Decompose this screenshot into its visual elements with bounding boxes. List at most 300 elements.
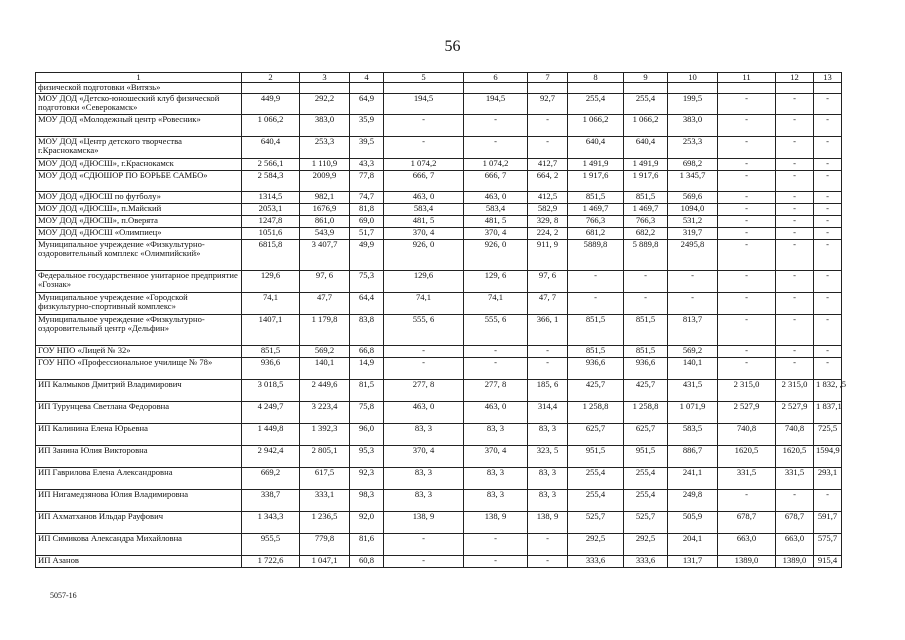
value-cell: 255,4 [624,467,668,489]
value-cell: 2 315,0 [776,379,814,401]
value-cell: 1620,5 [776,445,814,467]
value-cell: 74,1 [464,292,528,314]
value-cell: 138, 9 [384,511,464,533]
organization-name-cell: МОУ ДОД «СДЮШОР ПО БОРЬБЕ САМБО» [36,170,242,191]
value-cell: 1 258,8 [568,401,624,423]
value-cell: 936,6 [242,357,300,379]
value-cell: - [814,345,842,357]
table-row [36,136,842,158]
value-cell: - [814,227,842,239]
value-cell: 543,9 [300,227,350,239]
value-cell: - [776,114,814,136]
value-cell: 129,6 [384,270,464,292]
organization-name-cell: физической подготовки «Витязь» [36,83,242,94]
value-cell: 74,1 [384,292,464,314]
value-cell: 625,7 [624,423,668,445]
value-cell: 779,8 [300,533,350,555]
column-header: 13 [814,73,842,83]
organization-name-cell: ИП Ахматханов Ильдар Рауфович [36,511,242,533]
value-cell: - [464,357,528,379]
value-cell: 293,1 [814,467,842,489]
value-cell: 366, 1 [528,314,568,345]
value-cell: - [814,270,842,292]
value-cell: 95,3 [350,445,384,467]
table-row [36,227,842,239]
value-cell: - [568,292,624,314]
value-cell: 663,0 [718,533,776,555]
value-cell: 3 407,7 [300,239,350,270]
value-cell: 1407,1 [242,314,300,345]
value-cell: 331,5 [776,467,814,489]
value-cell: - [776,345,814,357]
value-cell: - [776,93,814,114]
organization-name-cell: ИП Гаврилова Елена Александровна [36,467,242,489]
table-row [36,239,842,270]
value-cell: - [718,203,776,215]
value-cell: 575,7 [814,533,842,555]
value-cell: - [814,191,842,203]
value-cell: 1 258,8 [624,401,668,423]
value-cell [624,83,668,94]
value-cell: - [568,270,624,292]
value-cell: 481, 5 [464,215,528,227]
value-cell: 2 566,1 [242,158,300,170]
value-cell: - [528,555,568,567]
value-cell: 1 832, ,5 [814,379,842,401]
value-cell: 851,5 [568,345,624,357]
value-cell: - [776,170,814,191]
value-cell: - [528,533,568,555]
value-cell: 83, 3 [464,467,528,489]
organization-name-cell: ИП Турунцева Светлана Федоровна [36,401,242,423]
column-header: 2 [242,73,300,83]
value-cell [668,83,718,94]
value-cell: 83, 3 [384,489,464,511]
value-cell: 1 491,9 [568,158,624,170]
value-cell: 69,0 [350,215,384,227]
value-cell [384,83,464,94]
value-cell: 1 071,9 [668,401,718,423]
organization-name-cell: МОУ ДОД «ДЮСШ», п.Майский [36,203,242,215]
organization-name-cell: МОУ ДОД «ДЮСШ», п.Оверята [36,215,242,227]
value-cell: 1389,0 [776,555,814,567]
value-cell: - [718,270,776,292]
value-cell: 1594,9 [814,445,842,467]
column-header: 8 [568,73,624,83]
value-cell: 98,3 [350,489,384,511]
value-cell: 851,5 [568,191,624,203]
organization-name-cell: ИП Азанов [36,555,242,567]
value-cell: 3 223,4 [300,401,350,423]
value-cell: 640,4 [624,136,668,158]
value-cell: - [384,357,464,379]
value-cell: 2 527,9 [718,401,776,423]
table-row [36,345,842,357]
value-cell: 851,5 [242,345,300,357]
table-row [36,555,842,567]
table-row [36,379,842,401]
value-cell: 449,9 [242,93,300,114]
value-cell: 51,7 [350,227,384,239]
table-row [36,170,842,191]
data-table [35,72,847,568]
value-cell: 83, 3 [464,489,528,511]
value-cell: 2 584,3 [242,170,300,191]
value-cell: - [718,357,776,379]
value-cell: 463, 0 [384,401,464,423]
value-cell: 39,5 [350,136,384,158]
column-header: 9 [624,73,668,83]
organization-name-cell: ИП Занина Юлия Викторовна [36,445,242,467]
value-cell: 224, 2 [528,227,568,239]
value-cell: 951,5 [568,445,624,467]
value-cell: 412,5 [528,191,568,203]
value-cell: 555, 6 [464,314,528,345]
value-cell: 1 110,9 [300,158,350,170]
value-cell: 851,5 [624,314,668,345]
value-cell: 851,5 [624,345,668,357]
value-cell: 766,3 [624,215,668,227]
table-row [36,83,842,94]
value-cell: 292,5 [624,533,668,555]
value-cell: 583,4 [384,203,464,215]
organization-name-cell: МОУ ДОД «Детско-юношеский клуб физической подготовки «Северокамск» [36,93,242,114]
value-cell: - [624,270,668,292]
value-cell: 851,5 [624,191,668,203]
value-cell: 43,3 [350,158,384,170]
value-cell: - [718,314,776,345]
value-cell: 915,4 [814,555,842,567]
value-cell: 60,8 [350,555,384,567]
value-cell: - [464,136,528,158]
organization-name-cell: МОУ ДОД «ДЮСШ «Олимпиец» [36,227,242,239]
value-cell: - [776,357,814,379]
value-cell: 1620,5 [718,445,776,467]
value-cell: 1094,0 [668,203,718,215]
value-cell: 525,7 [568,511,624,533]
value-cell: 83, 3 [384,423,464,445]
value-cell: 1 074,2 [384,158,464,170]
value-cell: 66,8 [350,345,384,357]
value-cell: 2 449,6 [300,379,350,401]
organization-name-cell: МОУ ДОД «Центр детского творчества г.Краснокамска» [36,136,242,158]
value-cell: 1 469,7 [568,203,624,215]
value-cell: 255,4 [624,93,668,114]
value-cell: 83, 3 [528,467,568,489]
value-cell: 463, 0 [464,401,528,423]
value-cell: 926, 0 [464,239,528,270]
value-cell: 583,5 [668,423,718,445]
value-cell: 886,7 [668,445,718,467]
value-cell: - [776,136,814,158]
value-cell: 481, 5 [384,215,464,227]
value-cell [776,83,814,94]
table-row [36,191,842,203]
value-cell: 2 942,4 [242,445,300,467]
value-cell: 1 469,7 [624,203,668,215]
table-row [36,445,842,467]
value-cell: 92,3 [350,467,384,489]
value-cell: 3 018,5 [242,379,300,401]
value-cell: 666, 7 [384,170,464,191]
value-cell: 936,6 [568,357,624,379]
table-row [36,158,842,170]
value-cell: 74,7 [350,191,384,203]
value-cell: 97, 6 [300,270,350,292]
value-cell: 425,7 [568,379,624,401]
value-cell: - [718,170,776,191]
value-cell: 2 805,1 [300,445,350,467]
value-cell: 277, 8 [464,379,528,401]
value-cell: 35,9 [350,114,384,136]
value-cell: 640,4 [568,136,624,158]
value-cell: - [464,555,528,567]
value-cell: - [776,489,814,511]
value-cell: - [528,357,568,379]
value-cell: 83, 3 [384,467,464,489]
value-cell: 131,7 [668,555,718,567]
value-cell: - [776,270,814,292]
value-cell: - [624,292,668,314]
organization-name-cell: ГОУ НПО «Профессиональное училище № 78» [36,357,242,379]
page-number: 56 [444,38,461,55]
value-cell: - [718,227,776,239]
value-cell: 5 889,8 [624,239,668,270]
value-cell: 1051,6 [242,227,300,239]
value-cell: 140,1 [668,357,718,379]
value-cell: 129,6 [242,270,300,292]
value-cell: 370, 4 [384,227,464,239]
value-cell: - [814,314,842,345]
value-cell: 194,5 [464,93,528,114]
value-cell: 129, 6 [464,270,528,292]
value-cell: 64,4 [350,292,384,314]
value-cell: 698,2 [668,158,718,170]
value-cell: 617,5 [300,467,350,489]
value-cell: - [776,227,814,239]
column-header: 5 [384,73,464,83]
value-cell: 83, 3 [528,423,568,445]
value-cell: - [814,239,842,270]
value-cell: 370, 4 [464,445,528,467]
value-cell: 625,7 [568,423,624,445]
value-cell: 83, 3 [528,489,568,511]
table-row [36,467,842,489]
value-cell: 766,3 [568,215,624,227]
value-cell: - [776,203,814,215]
organization-name-cell: МОУ ДОД «ДЮСШ», г.Краснокамск [36,158,242,170]
value-cell: 463, 0 [384,191,464,203]
value-cell: 463, 0 [464,191,528,203]
value-cell: 92,7 [528,93,568,114]
value-cell: 682,2 [624,227,668,239]
value-cell: 253,3 [668,136,718,158]
value-cell: 199,5 [668,93,718,114]
value-cell [568,83,624,94]
value-cell: 740,8 [776,423,814,445]
table-row [36,215,842,227]
table-row [36,401,842,423]
table-row [36,114,842,136]
value-cell: 253,3 [300,136,350,158]
value-cell: 333,6 [624,555,668,567]
value-cell: 813,7 [668,314,718,345]
value-cell: 911, 9 [528,239,568,270]
table-row [36,270,842,292]
value-cell: 47, 7 [528,292,568,314]
value-cell: 292,5 [568,533,624,555]
value-cell: 505,9 [668,511,718,533]
value-cell: 204,1 [668,533,718,555]
value-cell: 1 047,1 [300,555,350,567]
value-cell: 1 491,9 [624,158,668,170]
value-cell: 138, 9 [464,511,528,533]
table-row [36,357,842,379]
value-cell: 140,1 [300,357,350,379]
table-row [36,93,842,114]
value-cell [242,83,300,94]
value-cell: - [718,158,776,170]
value-cell: 664, 2 [528,170,568,191]
value-cell: 338,7 [242,489,300,511]
value-cell: 681,2 [568,227,624,239]
value-cell: - [814,292,842,314]
value-cell: - [776,215,814,227]
value-cell: 255,4 [624,489,668,511]
value-cell: 663,0 [776,533,814,555]
value-cell: 4 249,7 [242,401,300,423]
value-cell: - [464,114,528,136]
value-cell: - [718,191,776,203]
organization-name-cell: МОУ ДОД «Молодежный центр «Ровесник» [36,114,242,136]
value-cell: - [776,314,814,345]
document-code: 5057-16 [50,591,77,600]
column-header: 1 [36,73,242,83]
organization-name-cell: Федеральное государственное унитарное предприятие «Гознак» [36,270,242,292]
value-cell: - [718,114,776,136]
value-cell: 725,5 [814,423,842,445]
value-cell: 194,5 [384,93,464,114]
value-cell: 982,1 [300,191,350,203]
value-cell: 861,0 [300,215,350,227]
value-cell: - [464,533,528,555]
value-cell: - [776,191,814,203]
value-cell: 926, 0 [384,239,464,270]
value-cell: 1 345,7 [668,170,718,191]
value-cell: - [718,345,776,357]
value-cell: 81,6 [350,533,384,555]
value-cell: - [814,489,842,511]
value-cell: 425,7 [624,379,668,401]
value-cell: 255,4 [568,467,624,489]
value-cell: 583,4 [464,203,528,215]
value-cell: 77,8 [350,170,384,191]
value-cell: 678,7 [776,511,814,533]
value-cell: - [718,93,776,114]
value-cell: 666, 7 [464,170,528,191]
value-cell: 370, 4 [384,445,464,467]
value-cell: - [384,345,464,357]
value-cell: - [776,292,814,314]
value-cell: 383,0 [668,114,718,136]
value-cell: 569,6 [668,191,718,203]
value-cell: 249,8 [668,489,718,511]
value-cell: 241,1 [668,467,718,489]
value-cell: 2 527,9 [776,401,814,423]
value-cell: 851,5 [568,314,624,345]
value-cell: - [384,136,464,158]
column-header: 12 [776,73,814,83]
value-cell: 569,2 [300,345,350,357]
value-cell: 47,7 [300,292,350,314]
value-cell: 2495,8 [668,239,718,270]
value-cell: 277, 8 [384,379,464,401]
value-cell: 1314,5 [242,191,300,203]
value-cell: 329, 8 [528,215,568,227]
value-cell: - [718,239,776,270]
value-cell: - [464,345,528,357]
value-cell: 640,4 [242,136,300,158]
value-cell [300,83,350,94]
organization-name-cell: Муниципальное учреждение «Городской физкультурно-спортивный комплекс» [36,292,242,314]
value-cell: 6815,8 [242,239,300,270]
column-header: 6 [464,73,528,83]
organization-name-cell: ИП Симикова Александра Михайловна [36,533,242,555]
value-cell: 255,4 [568,93,624,114]
value-cell: 138, 9 [528,511,568,533]
value-cell: 1 392,3 [300,423,350,445]
value-cell: 185, 6 [528,379,568,401]
value-cell [464,83,528,94]
table-row [36,292,842,314]
organization-name-cell: ИП Калмыков Дмитрий Владимирович [36,379,242,401]
table-header-row [36,73,842,83]
value-cell: - [814,203,842,215]
organization-name-cell: Муниципальное учреждение «Физкультурно-оздоровительный центр «Дельфин» [36,314,242,345]
value-cell: 81,8 [350,203,384,215]
value-cell: 49,9 [350,239,384,270]
value-cell: - [814,357,842,379]
value-cell: 1676,9 [300,203,350,215]
value-cell: - [718,215,776,227]
value-cell: - [776,239,814,270]
organization-name-cell: ИП Калинина Елена Юрьевна [36,423,242,445]
value-cell: 1389,0 [718,555,776,567]
value-cell: 1247,8 [242,215,300,227]
value-cell: 1 179,8 [300,314,350,345]
column-header: 7 [528,73,568,83]
organization-name-cell: Муниципальное учреждение «Физкультурно-оздоровительный комплекс «Олимпийский» [36,239,242,270]
value-cell: - [668,292,718,314]
value-cell: 75,3 [350,270,384,292]
value-cell: - [718,136,776,158]
value-cell: 669,2 [242,467,300,489]
table-row [36,203,842,215]
value-cell: 525,7 [624,511,668,533]
value-cell: 582,9 [528,203,568,215]
value-cell: 5889,8 [568,239,624,270]
value-cell: - [528,345,568,357]
value-cell: 97, 6 [528,270,568,292]
value-cell: 1 066,2 [624,114,668,136]
value-cell: 1 066,2 [242,114,300,136]
value-cell: - [814,136,842,158]
value-cell: 955,5 [242,533,300,555]
value-cell: 1 236,5 [300,511,350,533]
table-row [36,314,842,345]
column-header: 11 [718,73,776,83]
organization-name-cell: ГОУ НПО «Лицей № 32» [36,345,242,357]
